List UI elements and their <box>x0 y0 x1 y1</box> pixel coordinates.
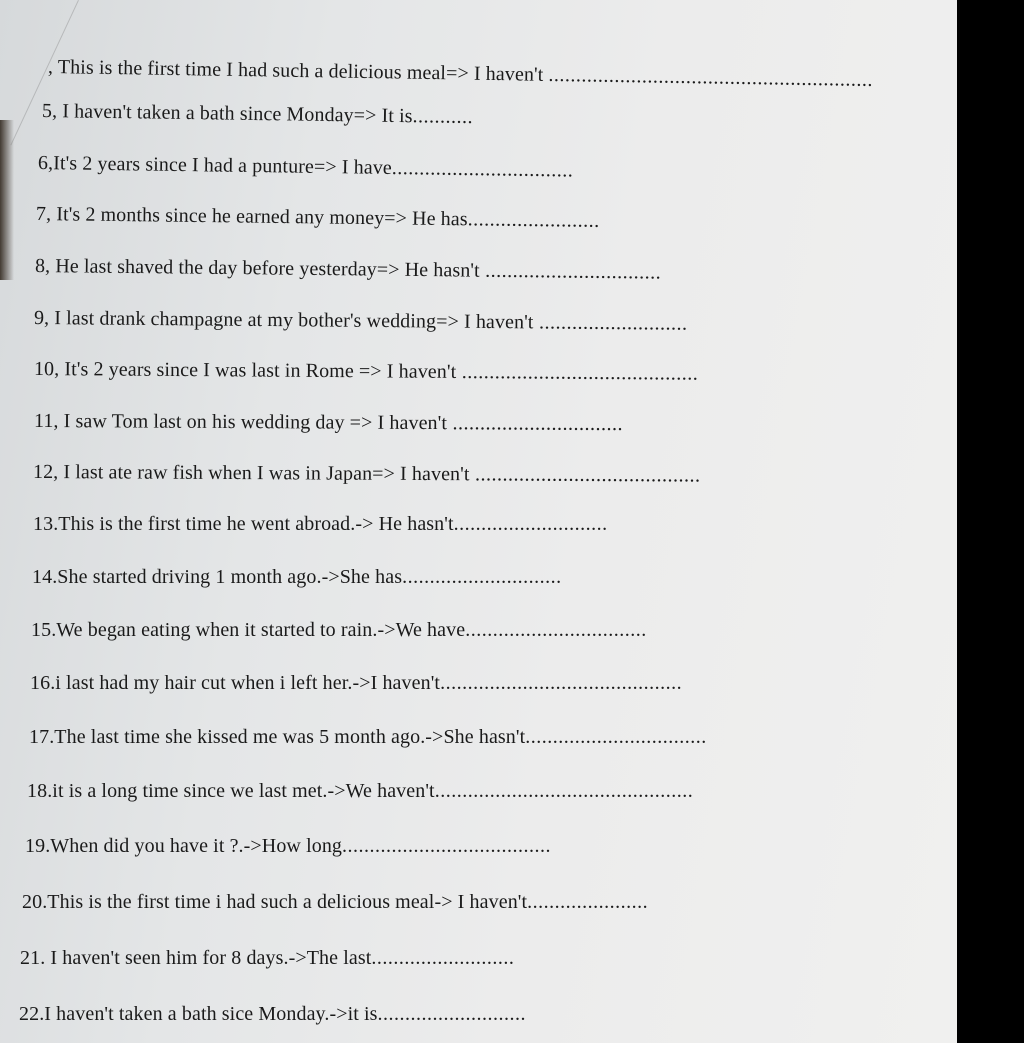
exercise-text: 19.When did you have it ?.->How long <box>25 835 343 857</box>
exercise-text: 12, I last ate raw fish when I was in Japan=> I haven't <box>32 461 470 486</box>
exercise-line <box>35 255 661 285</box>
exercise-line <box>34 358 698 386</box>
answer-blank[interactable]: ...................................... <box>342 835 552 857</box>
exercise-text: 10, It's 2 years since I was last in Rome => I haven't <box>33 358 457 383</box>
exercise-text: 17.The last time she kissed me was 5 month ago.->She hasn't <box>29 726 526 748</box>
answer-blank[interactable]: ............................................ <box>440 672 683 694</box>
answer-blank[interactable]: ........................... <box>377 1003 527 1025</box>
exercise-line <box>31 619 647 642</box>
answer-blank[interactable]: ........... <box>412 105 474 129</box>
answer-blank[interactable]: ................................. <box>465 619 647 641</box>
exercise-line <box>36 203 600 233</box>
answer-blank[interactable]: ............................... <box>446 412 624 436</box>
answer-blank[interactable]: ......................................... <box>469 463 701 487</box>
answer-blank[interactable]: ........................................... <box>456 360 699 385</box>
exercise-text: 21. I haven't seen him for 8 days.->The last <box>20 947 372 969</box>
answer-blank[interactable]: ............................ <box>453 513 608 535</box>
exercise-line <box>42 100 473 129</box>
exercise-text: 9, I last drank champagne at my bother's wedding=> I haven't <box>33 307 534 334</box>
exercise-line <box>29 726 707 749</box>
exercise-line <box>19 1003 526 1026</box>
exercise-text: This is the first time I had such a delicious meal=> I haven't <box>57 56 544 86</box>
exercise-line <box>32 566 562 589</box>
exercise-line <box>34 307 688 336</box>
exercise-line <box>27 780 693 803</box>
exercise-text: 18.it is a long time since we last met.->We haven't <box>27 780 435 802</box>
exercise-text: 13.This is the first time he went abroad.-> He hasn't <box>33 513 454 535</box>
exercise-text: 15.We began eating when it started to rain.->We have <box>31 619 466 641</box>
background-edge <box>957 0 1024 1043</box>
exercise-line <box>33 461 701 487</box>
exercise-line <box>25 835 551 858</box>
exercise-text: 22.I haven't taken a bath sice Monday.->it is <box>19 1003 378 1025</box>
exercise-text: 11, I saw Tom last on his wedding day => I haven't <box>33 410 448 435</box>
exercise-line <box>34 410 623 436</box>
answer-blank[interactable]: ................................. <box>391 156 574 182</box>
exercise-text: 16.i last had my hair cut when i left her.->I haven't <box>30 672 441 694</box>
exercise-line <box>30 672 682 695</box>
exercise-text: 14.She started driving 1 month ago.->She has <box>32 566 403 588</box>
answer-blank[interactable]: ........................................................... <box>548 63 874 91</box>
answer-blank[interactable]: ................................ <box>479 259 662 284</box>
answer-blank[interactable]: ...................... <box>527 891 649 913</box>
answer-blank[interactable]: .......................... <box>371 947 515 969</box>
exercise-text: 7, It's 2 months since he earned any money=> He has <box>35 203 468 231</box>
exercise-text: 6,It's 2 years since I had a punture=> I have <box>37 152 393 179</box>
exercise-line <box>38 152 574 182</box>
exercise-line <box>48 56 873 92</box>
exercise-text: 8, He last shaved the day before yesterday=> He hasn't <box>34 255 480 282</box>
exercise-line <box>20 947 514 970</box>
exercise-line <box>33 513 608 536</box>
exercise-line <box>22 891 648 914</box>
exercise-text: 5, I haven't taken a bath since Monday=> It is <box>41 100 413 128</box>
exercise-text: 20.This is the first time i had such a delicious meal-> I haven't <box>22 891 528 913</box>
answer-blank[interactable]: ........................ <box>467 208 600 232</box>
answer-blank[interactable]: ........................... <box>533 311 688 335</box>
answer-blank[interactable]: ................................. <box>525 726 707 748</box>
answer-blank[interactable]: ............................................... <box>434 780 694 802</box>
exercise-number: , <box>47 56 54 79</box>
answer-blank[interactable]: ............................. <box>402 566 562 588</box>
